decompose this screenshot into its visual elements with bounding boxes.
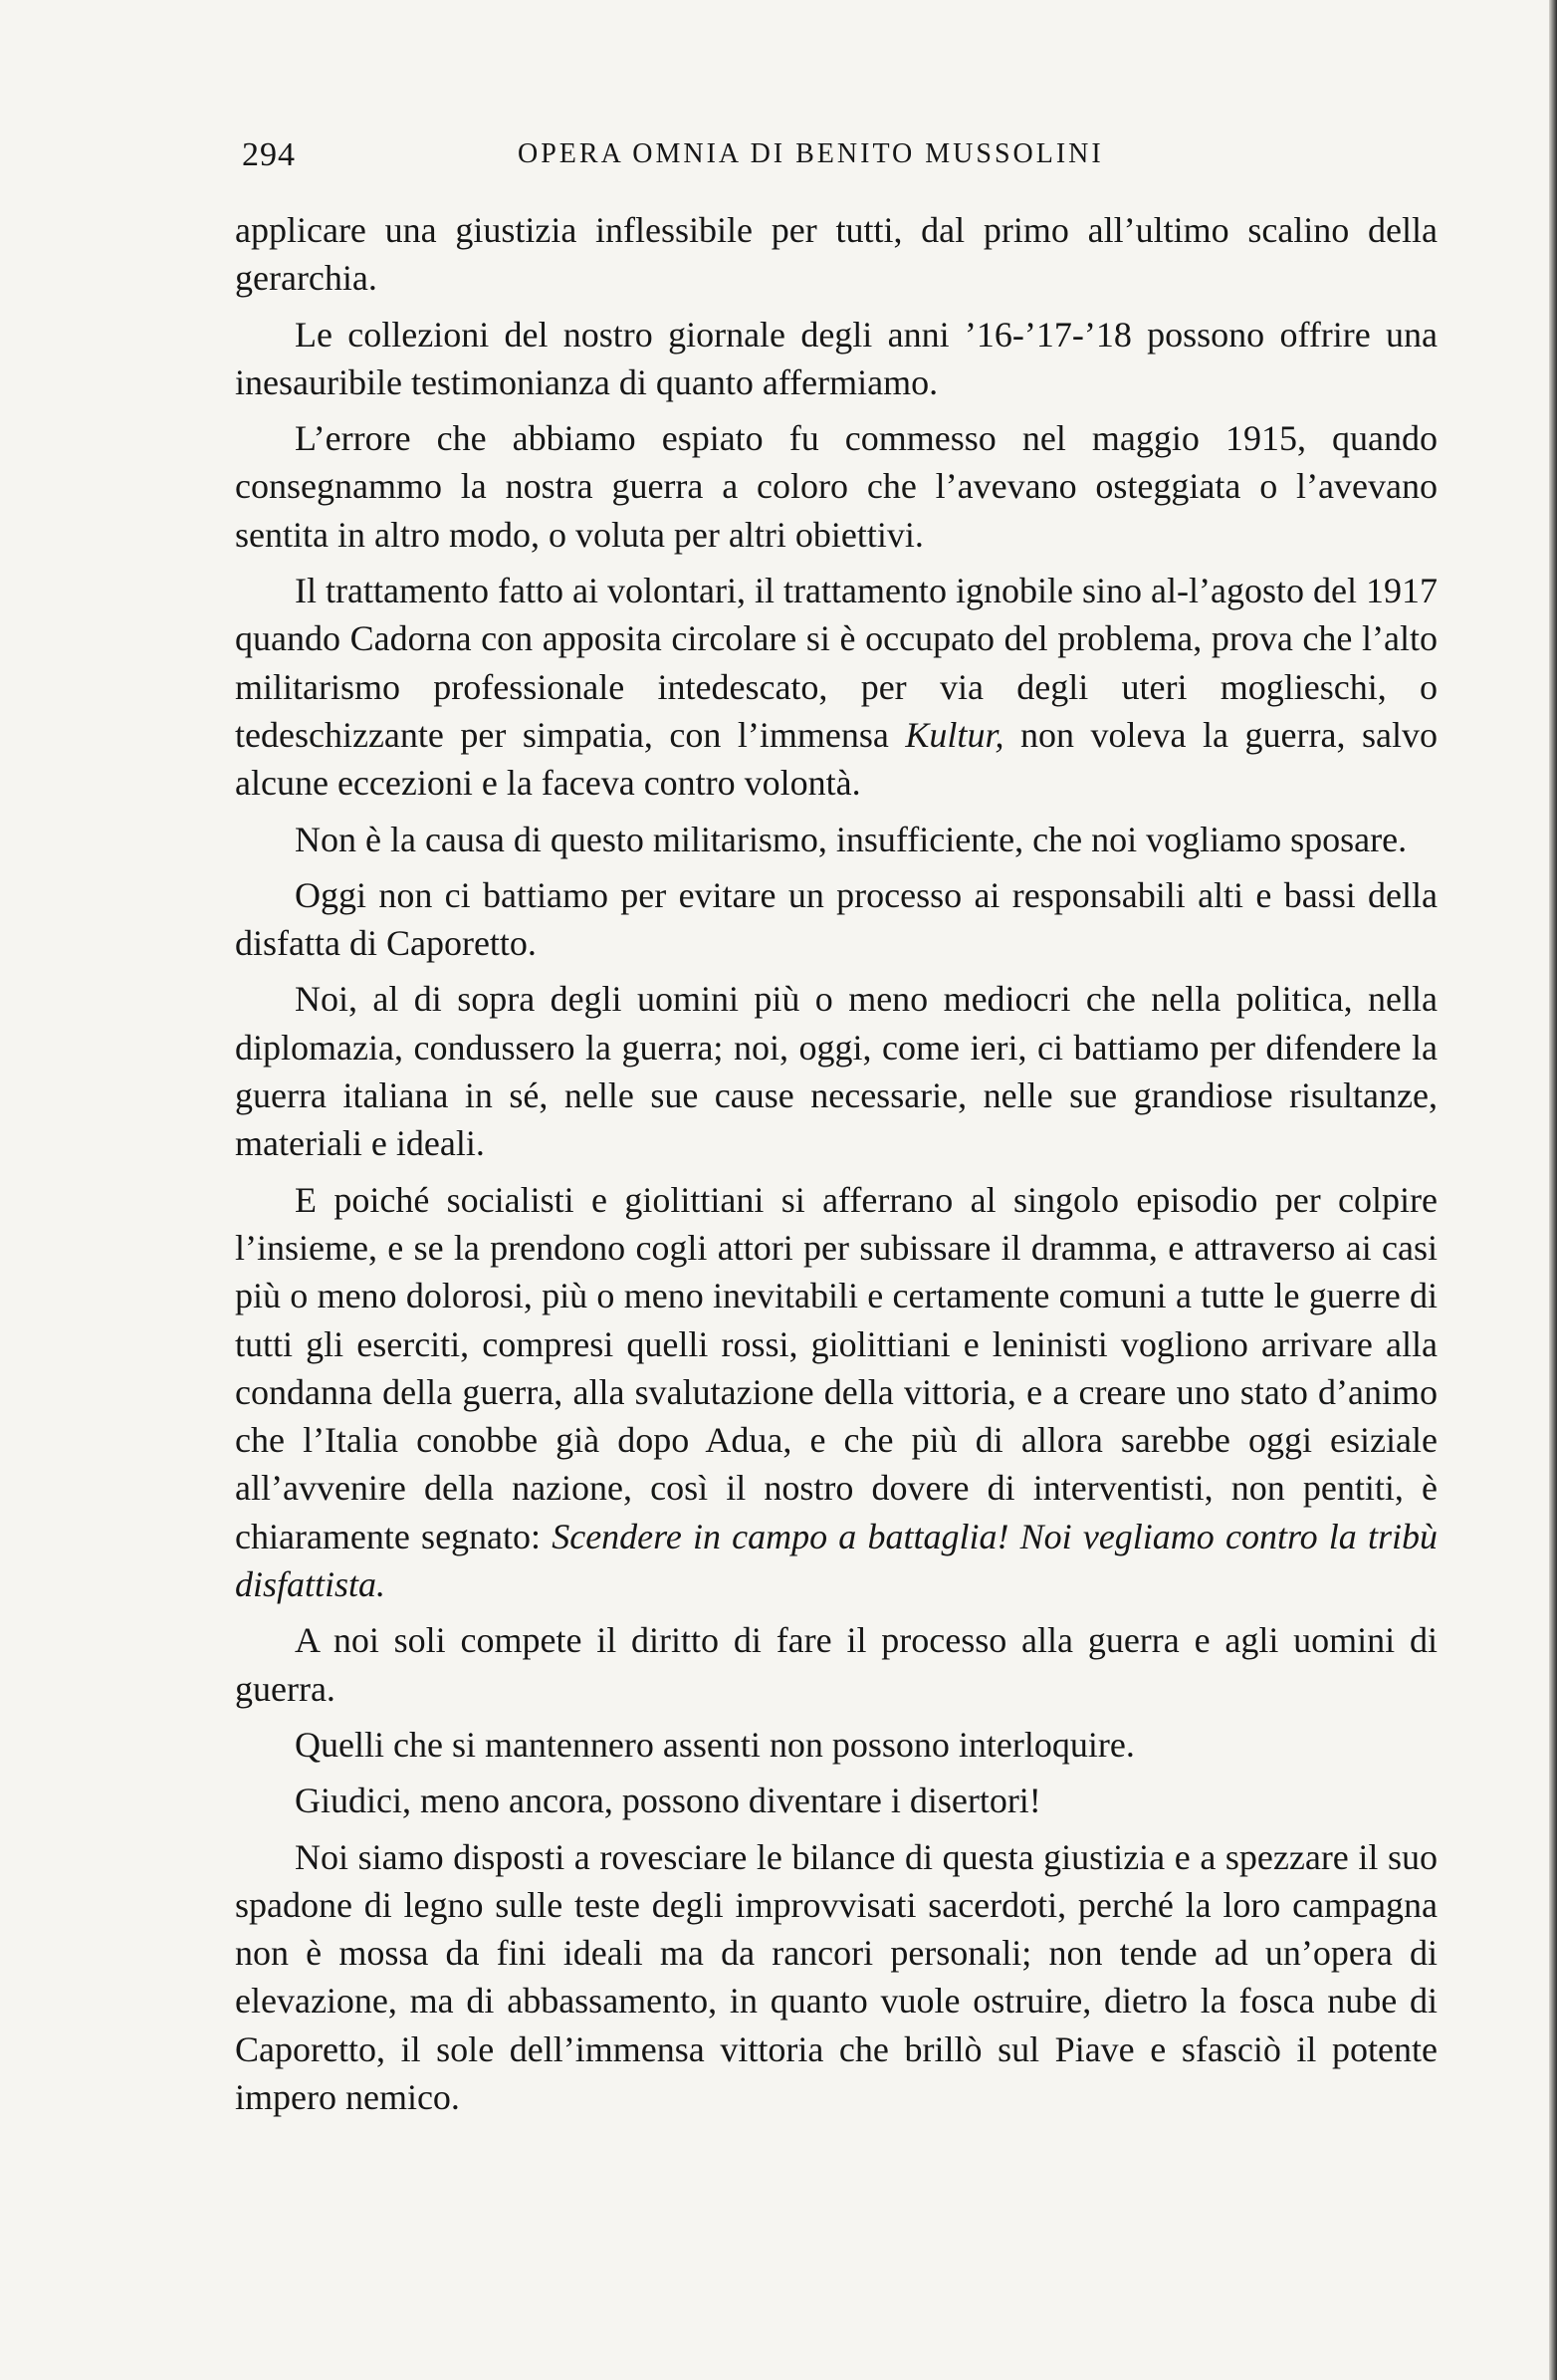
paragraph bbox=[235, 1176, 1438, 1609]
italic-text: Scendere in campo a battaglia! Noi vegliamo contro la tribù disfattista. bbox=[235, 1516, 1438, 1605]
page-edge-shadow bbox=[1549, 0, 1557, 2380]
paragraph: Noi siamo disposti a rovesciare le bilance di questa giustizia e a spezzare il suo spadone di legno sulle teste degli improvvisati sacerdoti, perché la loro campagna non è mossa da fini ideali ma da rancori personali; non tende ad un’opera di elevazione, ma di abbassamento, in quanto vuole ostruire, dietro la fosca nube di Caporetto, il sole dell’immensa vittoria che brillò sul Piave e sfasciò il potente impero nemico. bbox=[235, 1836, 1438, 2117]
paragraph: A noi soli compete il diritto di fare il processo alla guerra e agli uomini di guerra. bbox=[235, 1620, 1438, 1709]
running-title: OPERA OMNIA DI BENITO MUSSOLINI bbox=[518, 138, 1104, 169]
paragraph: L’errore che abbiamo espiato fu commesso nel maggio 1915, quando consegnammo la nostra guerra a coloro che l’avevano osteggiata o l’avevano sentita in altro modo, o voluta per altri obiettivi. bbox=[235, 418, 1438, 555]
paragraph: Le collezioni del nostro giornale degli anni ’16-’17-’18 possono offrire una inesauribile testimonianza di quanto affermiamo. bbox=[235, 314, 1438, 402]
paragraph: Oggi non ci battiamo per evitare un processo ai responsabili alti e bassi della disfatta di Caporetto. bbox=[235, 874, 1438, 964]
paragraph: Non è la causa di questo militarismo, insufficiente, che noi vogliamo sposare. bbox=[295, 819, 1408, 859]
paragraph-text: non voleva la guerra, salvo alcune eccezioni e la faceva contro volontà. bbox=[235, 714, 1438, 804]
paragraph: applicare una giustizia inflessibile per tutti, dal primo all’ultimo scalino della gerarchia. bbox=[235, 210, 1438, 299]
paragraph-text: E poiché socialisti e giolittiani si afferrano al singolo episodio per colpire l’insieme, e se la prendono cogli attori per subissare il dramma, e attraverso ai casi più o meno dolorosi, più o meno inevitabili e certamente comuni a tutte le guerre di tutti gli eserciti, compresi quelli rossi, giolittiani e leninisti vogliono arrivare alla condanna della guerra, alla svalutazione della vittoria, e a creare uno stato d’animo che l’Italia conobbe già dopo Adua, e che più di allora sarebbe oggi esiziale all’avvenire della nazione, così il nostro dovere di interventisti, non pentiti, è chiaramente segnato: bbox=[235, 1179, 1438, 1556]
paragraph bbox=[235, 567, 1438, 807]
paragraph: Giudici, meno ancora, possono diventare i disertori! bbox=[295, 1781, 1041, 1821]
page-header bbox=[242, 136, 1437, 176]
paragraph-text: Il trattamento fatto ai volontari, il trattamento ignobile sino al-l’agosto del 1917 quando Cadorna con apposita circolare si è occupato del problema, prova che l’alto militarismo professionale intedescato, per via degli uteri moglieschi, o tedeschizzante per simpatia, con l’immensa bbox=[235, 571, 1438, 755]
paragraph: Noi, al di sopra degli uomini più o meno mediocri che nella politica, nella diplomazia, condussero la guerra; noi, oggi, come ieri, ci battiamo per difendere la guerra italiana in sé, nelle sue cause necessarie, nelle sue grandiose risultanze, materiali e ideali. bbox=[235, 979, 1438, 1164]
italic-text: Kultur, bbox=[905, 714, 1004, 755]
body-text bbox=[235, 206, 1438, 2121]
paragraph: Quelli che si mantennero assenti non possono interloquire. bbox=[295, 1724, 1135, 1765]
page-number: 294 bbox=[242, 136, 296, 173]
